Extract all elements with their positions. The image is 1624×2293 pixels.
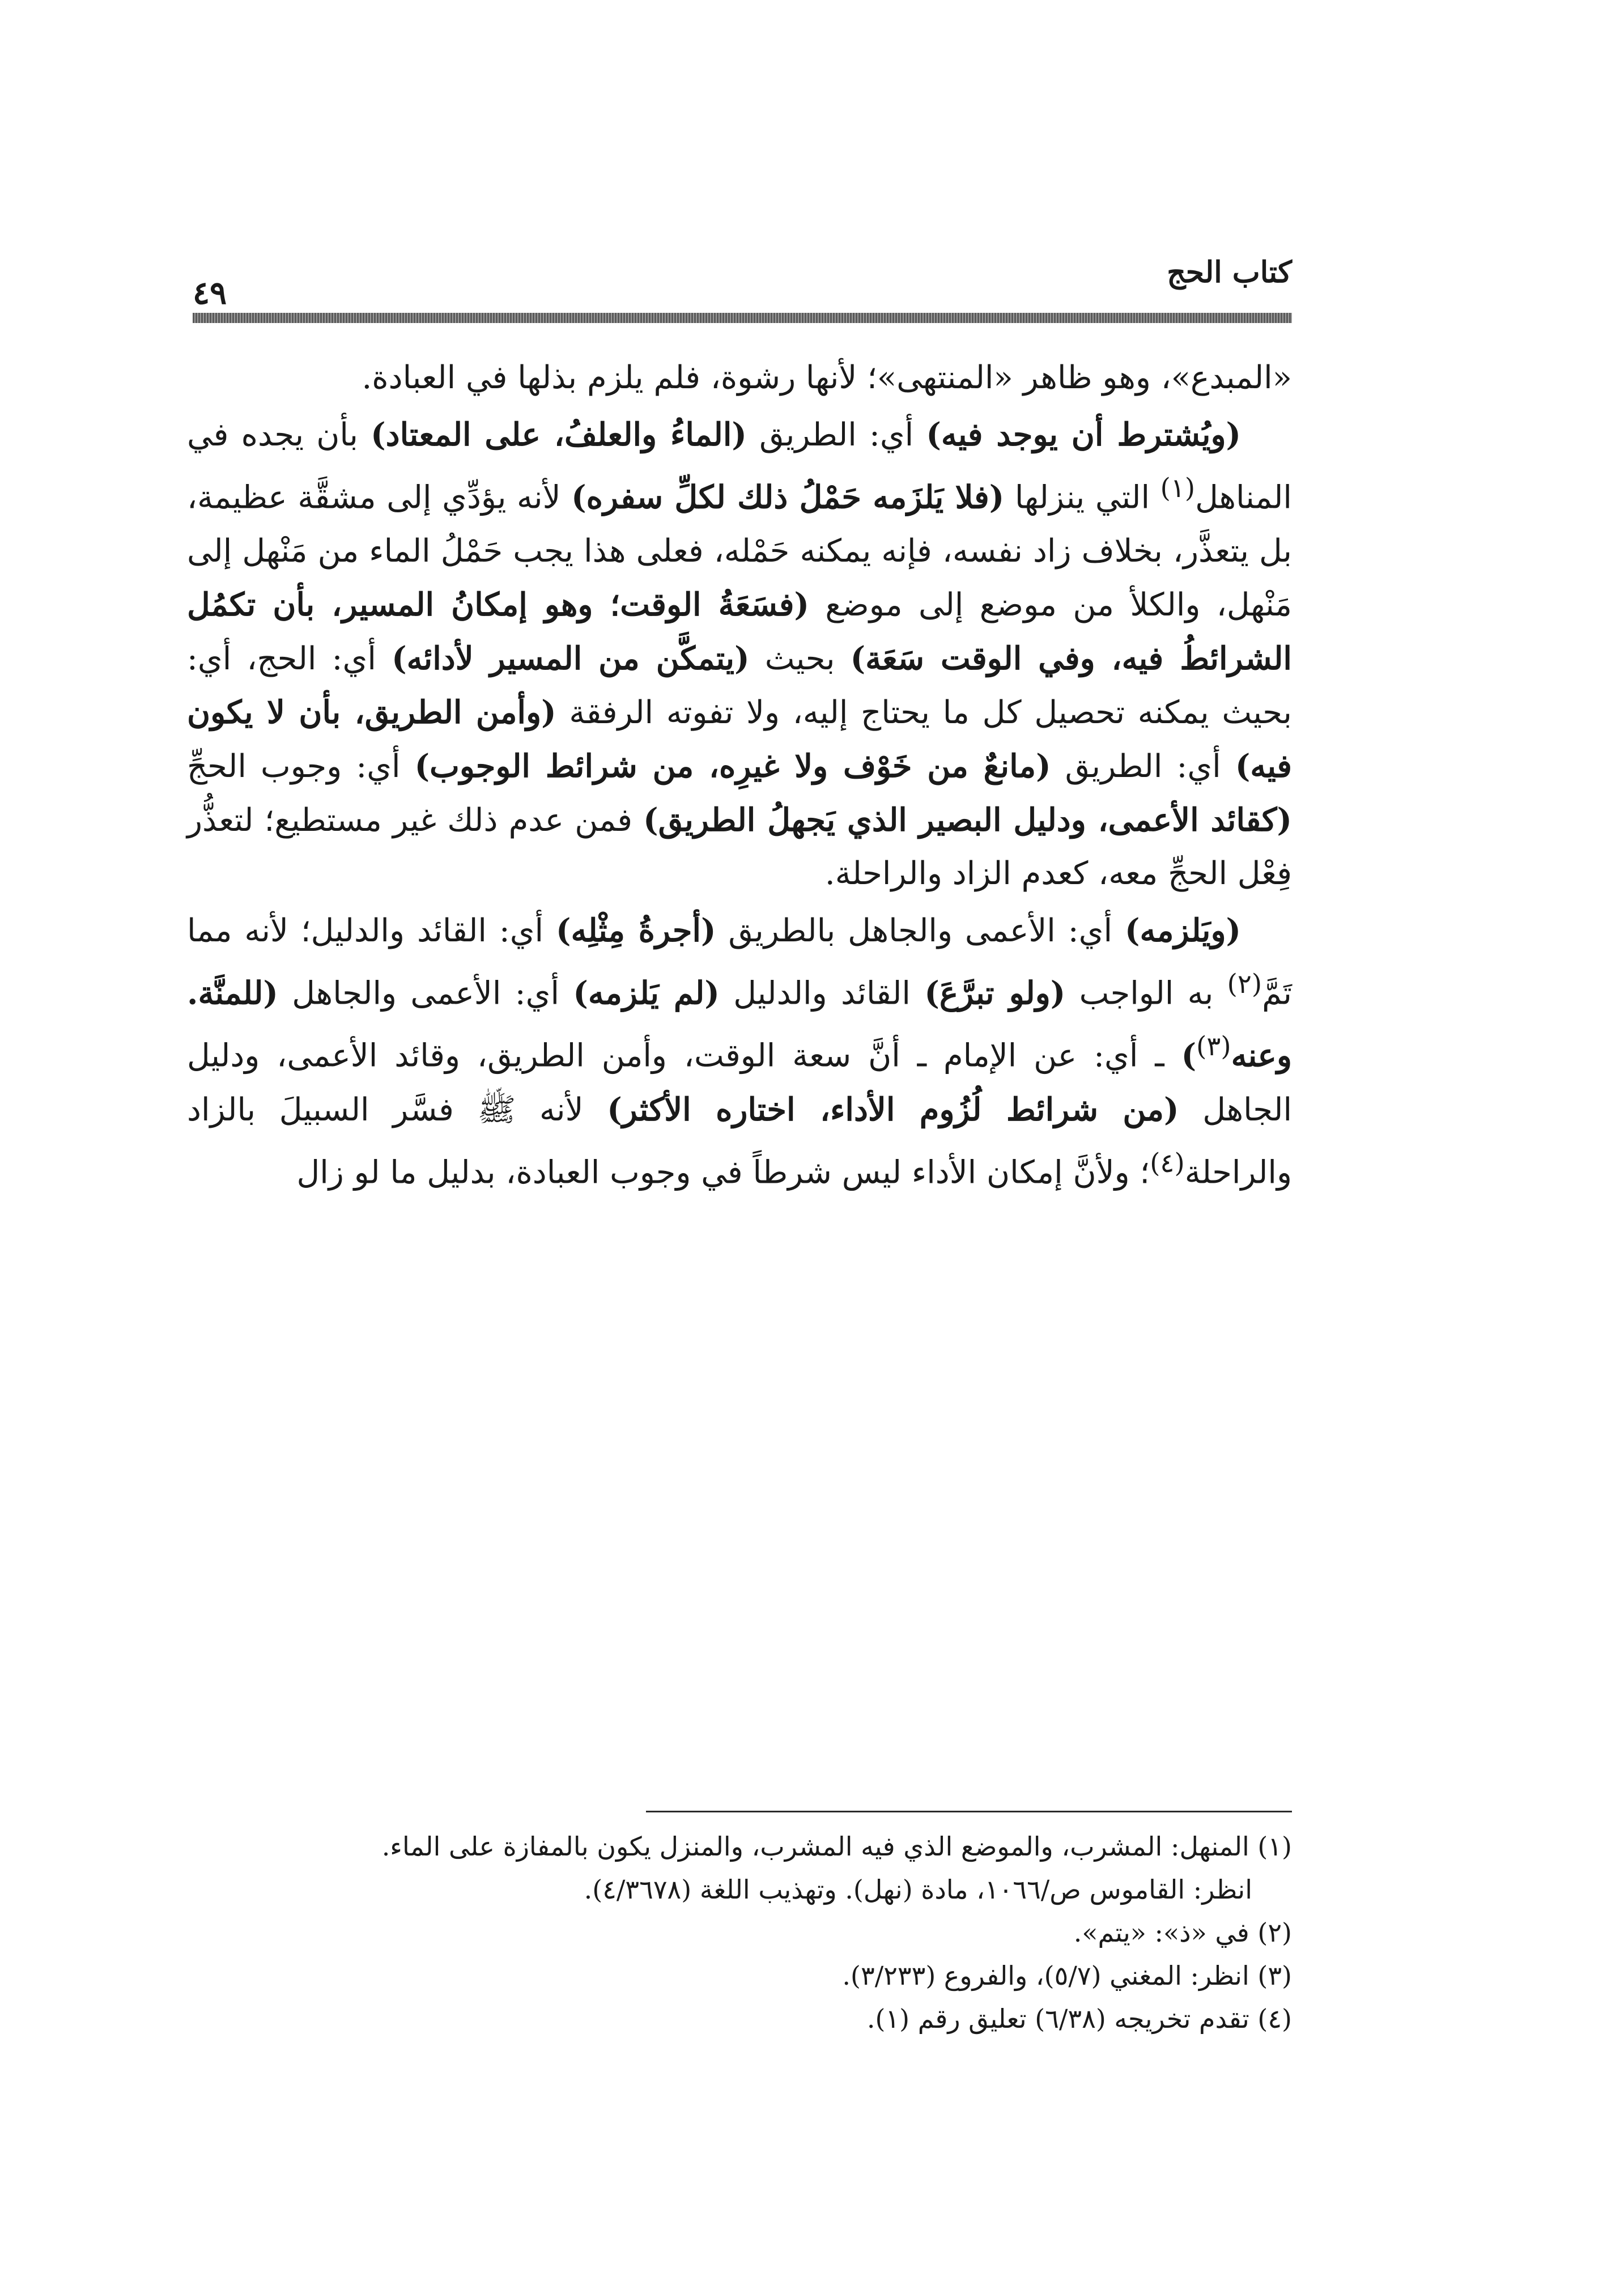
- sharh-text: أي: الأعمى والجاهل: [278, 975, 573, 1012]
- matn-text: (يتمكَّن من المسير لأدائه): [392, 639, 750, 677]
- matn-text: (فلا يَلزَمه حَمْلُ ذلك لكلِّ سفره): [571, 478, 1005, 516]
- footnote-divider: [646, 1811, 1292, 1812]
- matn-text: (ويَلزمه): [1124, 911, 1242, 949]
- sharh-text: أي: الحج، أي: بحيث يمكنه تحصيل كل ما يحتاج إليه، ولا تفوته الرفقة: [187, 640, 1292, 731]
- sharh-text: أي: القائد والدليل؛ لأنه مما تَمَّ: [187, 912, 1292, 1012]
- matn-text: (مانعٌ من خَوْف ولا غيرِه، من شرائط الوجوب): [414, 747, 1051, 785]
- paragraph-3: [187, 904, 1292, 1200]
- matn-text: (ولو تبرَّعَ): [924, 974, 1066, 1012]
- sharh-text: أي: الطريق: [1051, 748, 1235, 785]
- matn-text: (الماءُ والعلفُ، على المعتاد): [371, 416, 747, 453]
- matn-text: (وأمن الطريق، بأن لا يكون فيه): [187, 693, 1292, 785]
- sharh-text: القائد والدليل: [719, 975, 925, 1012]
- sharh-text: ؛ ولأنَّ إمكان الأداء ليس شرطاً في وجوب العبادة، بدليل ما لو زال: [296, 1154, 1150, 1191]
- footnote-ref: (٤): [1150, 1148, 1185, 1179]
- sharh-text: به الواجب: [1065, 975, 1227, 1012]
- sharh-text: لأنه يؤدِّي إلى مشقَّة عظيمة، بل يتعذَّر، بخلاف زاد نفسه، فإنه يمكنه حَمْله، فعلى هذا يجب حَمْلُ الماء من مَنْهل إلى مَنْهل، والكلأ من موضع إلى موضع: [187, 479, 1292, 623]
- matn-text: (للمنَّة. وعنه: [187, 974, 1292, 1075]
- paragraph-2: [187, 408, 1292, 901]
- chapter-title: كتاب الحج: [1167, 255, 1292, 290]
- paragraph-1: [187, 351, 1292, 405]
- matn-text: (ويُشترط أن يوجد فيه): [926, 416, 1242, 453]
- sharh-text: أي: الطريق: [746, 417, 926, 453]
- sharh-text: أي: الأعمى والجاهل بالطريق: [716, 912, 1125, 949]
- matn-text: (أجرةُ مِثْلِه): [556, 911, 716, 949]
- footnote-ref: (٣): [1196, 1031, 1231, 1063]
- sharh-text: بأن يجده في المناهل: [187, 417, 1292, 516]
- matn-text: (فسَعَةُ الوقت؛ وهو إمكانُ المسير، بأن تكمُل الشرائطُ فيه، وفي الوقت سَعَة): [187, 585, 1292, 677]
- footnote-2: (٢) في «ذ»: «يتم».: [1073, 1917, 1292, 1948]
- footnote-1-continuation: انظر: القاموس ص/١٠٦٦، مادة (نهل). وتهذيب اللغة (٤/٣٦٧٨).: [584, 1874, 1252, 1905]
- footnote-ref: (٢): [1227, 969, 1262, 1000]
- footnote-ref: (١): [1160, 473, 1196, 504]
- running-header: [193, 249, 1292, 329]
- matn-text: (من شرائط لُزُوم الأداء، اختاره الأكثر): [607, 1090, 1179, 1128]
- sharh-text: فمن عدم ذلك غير مستطيع؛ لتعذُّر فِعْل الحجِّ معه، كعدم الزاد والراحلة.: [187, 801, 1292, 892]
- matn-text: (لم يَلزمه): [573, 974, 720, 1012]
- matn-text: ): [1181, 1037, 1197, 1075]
- footnotes: [187, 1825, 1292, 2040]
- page-number: ٤٩: [193, 274, 227, 312]
- footnote-3: (٣) انظر: المغني (٥/٧)، والفروع (٣/٢٣٣).: [842, 1960, 1292, 1991]
- sharh-text: التي ينزلها: [1004, 479, 1160, 516]
- sharh-text: أي: وجوب الحجِّ: [187, 748, 415, 785]
- text-run: «المبدع»، وهو ظاهر «المنتهى»؛ لأنها رشوة، فلم يلزم بذلها في العبادة.: [362, 359, 1292, 396]
- sharh-text: بحيث: [749, 640, 851, 677]
- footnote-4: (٤) تقدم تخريجه (٦/٣٨) تعليق رقم (١).: [866, 2003, 1292, 2034]
- matn-text: (كقائد الأعمى، ودليل البصير الذي يَجهلُ الطريق): [643, 801, 1292, 839]
- sharh-text: لأنه ﷺ فسَّر السبيلَ بالزاد والراحلة: [187, 1091, 1292, 1191]
- footnote-1: (١) المنهل: المشرب، والموضع الذي فيه المشرب، والمنزل يكون بالمفازة على الماء.: [381, 1831, 1292, 1862]
- header-divider: [193, 313, 1292, 323]
- sharh-text: ـ أي: عن الإمام ـ أنَّ سعة الوقت، وأمن الطريق، وقائد الأعمى، ودليل الجاهل: [187, 1037, 1293, 1128]
- main-text: [187, 351, 1292, 1200]
